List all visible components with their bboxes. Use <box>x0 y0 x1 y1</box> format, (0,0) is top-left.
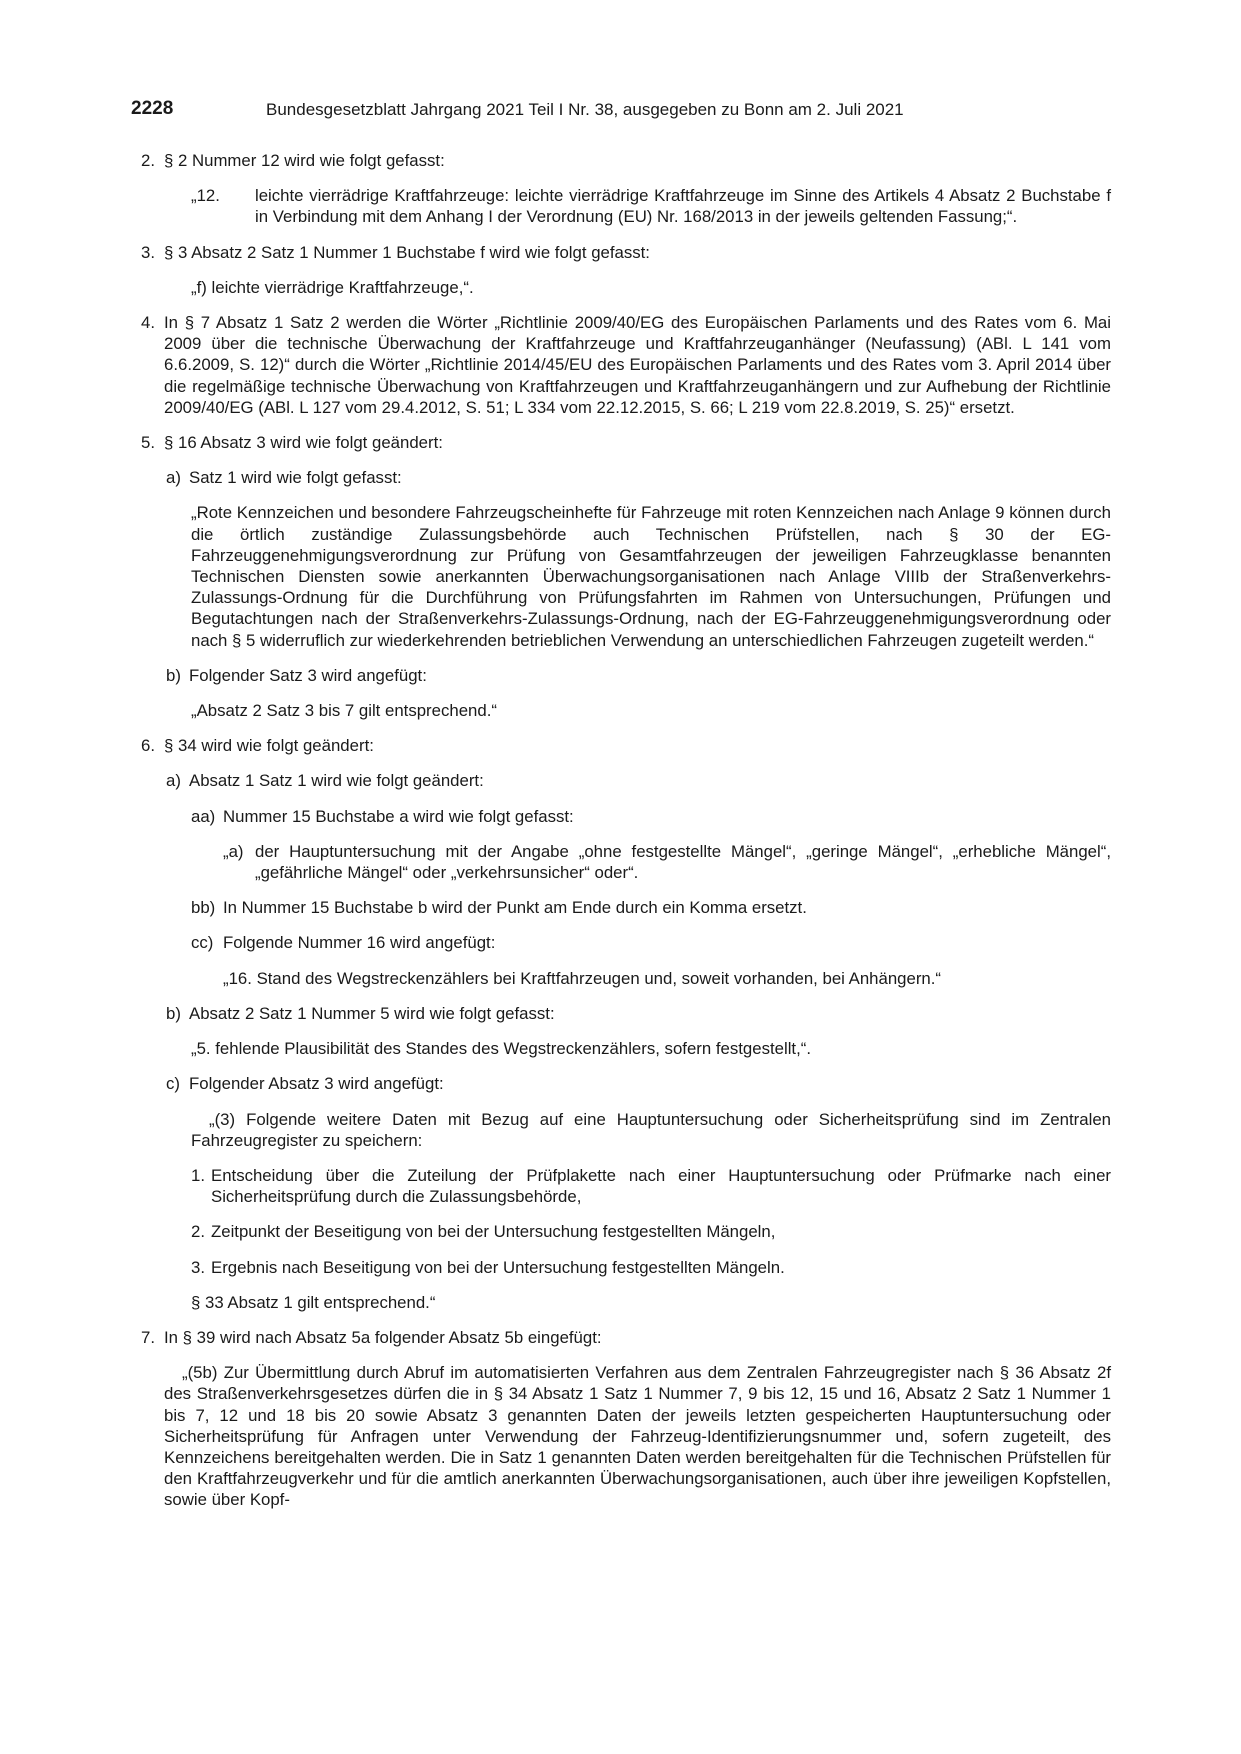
item-6-b <box>131 1003 1111 1024</box>
sub-text: In Nummer 15 Buchstabe b wird der Punkt am Ende durch ein Komma ersetzt. <box>223 898 807 918</box>
sub-label: a) <box>166 468 181 488</box>
item-6-aa-quote <box>131 841 1111 883</box>
item-number: 2. <box>141 151 155 170</box>
list-label: 3. <box>191 1257 205 1277</box>
item-6-a-cc <box>131 932 1111 953</box>
list-text: Zeitpunkt der Beseitigung von bei der Untersuchung festgestellten Mängeln, <box>211 1222 776 1242</box>
item-5-a <box>131 467 1111 488</box>
sub-text: Folgende Nummer 16 wird angefügt: <box>223 933 496 953</box>
quote-text: leichte vierrädrige Kraftfahrzeuge: leichte vierrädrige Kraftfahrzeuge im Sinne des Artikels 4 Absatz 2 Buchstabe f in Verbindung mit dem Anhang I der Verordnung (EU) Nr. 168/2013 in der jeweils geltenden Fassung;“. <box>255 186 1111 227</box>
item-2 <box>131 150 1111 171</box>
sub-label: c) <box>166 1074 180 1094</box>
list-label: 1. <box>191 1165 205 1185</box>
item-text: § 3 Absatz 2 Satz 1 Nummer 1 Buchstabe f wird wie folgt gefasst: <box>164 242 650 262</box>
quote-text: „f) leichte vierrädrige Kraftfahrzeuge,“. <box>191 277 474 297</box>
c-list-item-3 <box>131 1257 1111 1278</box>
quote-text: „16. Stand des Wegstreckenzählers bei Kraftfahrzeugen und, soweit vorhanden, bei Anhängern.“ <box>223 968 942 988</box>
item-6-a <box>131 770 1111 791</box>
item-6-c-end <box>131 1292 1111 1313</box>
quote-label: „a) <box>223 841 244 861</box>
item-5 <box>131 432 1111 453</box>
sub-label: b) <box>166 1003 181 1023</box>
item-number: 7. <box>141 1327 155 1347</box>
item-text: § 2 Nummer 12 wird wie folgt gefasst: <box>164 151 445 170</box>
item-6-a-bb <box>131 897 1111 918</box>
gazette-title: Bundesgesetzblatt Jahrgang 2021 Teil I Nr. 38, ausgegeben zu Bonn am 2. Juli 2021 <box>266 100 904 119</box>
item-text: § 34 wird wie folgt geändert: <box>164 736 374 756</box>
item-5-b-quote <box>131 700 1111 721</box>
sub-text: Nummer 15 Buchstabe a wird wie folgt gefasst: <box>223 806 574 826</box>
c-list-item-2 <box>131 1221 1111 1242</box>
item-5-a-quote <box>131 502 1111 650</box>
item-text: In § 39 wird nach Absatz 5a folgender Absatz 5b eingefügt: <box>164 1327 602 1347</box>
item-6-b-quote <box>131 1038 1111 1059</box>
quote-text: „(5b) Zur Übermittlung durch Abruf im automatisierten Verfahren aus dem Zentralen Fahrzeugregister nach § 36 Absatz 2f des Straßenverkehrsgesetzes dürfen die in § 34 Absatz 1 Satz 1 Nummer 7, 9 bis 12, 15 und 16, Absatz 2 Satz 1 Nummer 1 bis 7, 12 und 18 bis 20 sowie Absatz 3 genannten Daten der jeweils letzten gespeicherten Hauptuntersuchung oder Sicherheitsprüfung für Anfragen unter Verwendung der Fahrzeug-Identifizierungsnummer und, sofern zugeteilt, des Kennzeichens bereitgehalten werden. Die in Satz 1 genannten Daten werden bereitgehalten für die Technischen Prüfstellen für den Kraftfahrzeugverkehr und für die amtlich anerkannten Überwachungsorganisationen, auch über ihre jeweiligen Kopfstellen, sowie über Kopf- <box>164 1363 1111 1510</box>
sub-text: Satz 1 wird wie folgt gefasst: <box>189 468 402 488</box>
item-6-c-quote <box>131 1109 1111 1151</box>
item-number: 3. <box>141 242 155 262</box>
quote-text: „5. fehlende Plausibilität des Standes des Wegstreckenzählers, sofern festgestellt,“. <box>191 1039 811 1059</box>
item-6-c <box>131 1073 1111 1094</box>
item-6-a-aa <box>131 806 1111 827</box>
list-text: Entscheidung über die Zuteilung der Prüfplakette nach einer Hauptuntersuchung oder Prüfmarke nach einer Sicherheitsprüfung durch die Zulassungsbehörde, <box>211 1165 1111 1207</box>
sub-text: Absatz 1 Satz 1 wird wie folgt geändert: <box>189 771 484 791</box>
item-6 <box>131 735 1111 756</box>
item-3-quote <box>131 277 1111 298</box>
quote-text: „(3) Folgende weitere Daten mit Bezug auf eine Hauptuntersuchung oder Sicherheitsprüfung sind im Zentralen Fahrzeugregister zu speichern: <box>191 1109 1111 1150</box>
quote-label: „12. <box>191 186 220 206</box>
item-text: § 16 Absatz 3 wird wie folgt geändert: <box>164 433 443 453</box>
item-number: 5. <box>141 433 155 453</box>
item-3 <box>131 242 1111 263</box>
c-list-item-1 <box>131 1165 1111 1207</box>
page-number: 2228 <box>131 98 174 119</box>
sub-text: Folgender Absatz 3 wird angefügt: <box>189 1074 444 1094</box>
list-text: Ergebnis nach Beseitigung von bei der Untersuchung festgestellten Mängeln. <box>211 1257 785 1277</box>
list-label: 2. <box>191 1222 205 1242</box>
sub-label: bb) <box>191 898 216 918</box>
item-6-cc-quote <box>131 968 1111 989</box>
sub-label: b) <box>166 665 181 685</box>
item-number: 4. <box>141 313 155 333</box>
sub-text: Absatz 2 Satz 1 Nummer 5 wird wie folgt gefasst: <box>189 1003 555 1023</box>
page-header <box>131 98 1111 128</box>
item-number: 6. <box>141 736 155 756</box>
item-5-b <box>131 665 1111 686</box>
quote-text: „Absatz 2 Satz 3 bis 7 gilt entsprechend.“ <box>191 701 497 721</box>
sub-label: a) <box>166 771 181 791</box>
item-4 <box>131 312 1111 418</box>
sub-text: Folgender Satz 3 wird angefügt: <box>189 665 427 685</box>
item-7 <box>131 1327 1111 1348</box>
item-2-quote <box>131 185 1111 227</box>
quote-text: § 33 Absatz 1 gilt entsprechend.“ <box>191 1292 436 1312</box>
item-7-quote <box>131 1362 1111 1510</box>
quote-text: „Rote Kennzeichen und besondere Fahrzeugscheinhefte für Fahrzeuge mit roten Kennzeichen nach Anlage 9 können durch die örtlich zuständige Zulassungsbehörde auch Technischen Prüfstellen, nach § 30 der EG-Fahrzeuggenehmigungsverordnung zur Prüfung von Gesamtfahrzeugen der jeweiligen Fahrzeugklasse benannten Technischen Diensten sowie anerkannten Überwachungsorganisationen nach Anlage VIIIb der Straßenverkehrs-Zulassungs-Ordnung für die Durchführung von Prüfungsfahrten im Rahmen von Untersuchungen, Prüfungen und Begutachtungen nach der Straßenverkehrs-Zulassungs-Ordnung, nach der EG-Fahrzeuggenehmigungsverordnung oder nach § 5 widerruflich zur wiederkehrenden betrieblichen Verwendung an unterschiedlichen Fahrzeugen zugeteilt werden.“ <box>191 503 1111 650</box>
quote-text: der Hauptuntersuchung mit der Angabe „ohne festgestellte Mängel“, „geringe Mängel“, „erhebliche Mängel“, „gefährliche Mängel“ oder „verkehrsunsicher“ oder“. <box>255 841 1111 883</box>
item-text: In § 7 Absatz 1 Satz 2 werden die Wörter „Richtlinie 2009/40/EG des Europäischen Parlaments und des Rates vom 6. Mai 2009 über die technische Überwachung der Kraftfahrzeuge und Kraftfahrzeuganhänger (Neufassung) (ABl. L 141 vom 6.6.2009, S. 12)“ durch die Wörter „Richtlinie 2014/45/EU des Europäischen Parlaments und des Rates vom 3. April 2014 über die regelmäßige technische Überwachung von Kraftfahrzeugen und Kraftfahrzeuganhängern und zur Aufhebung der Richtlinie 2009/40/EG (ABl. L 127 vom 29.4.2012, S. 51; L 334 vom 22.12.2015, S. 66; L 219 vom 22.8.2019, S. 25)“ ersetzt. <box>164 313 1111 417</box>
sub-label: cc) <box>191 933 214 953</box>
sub-label: aa) <box>191 806 216 826</box>
document-body <box>131 150 1111 1525</box>
